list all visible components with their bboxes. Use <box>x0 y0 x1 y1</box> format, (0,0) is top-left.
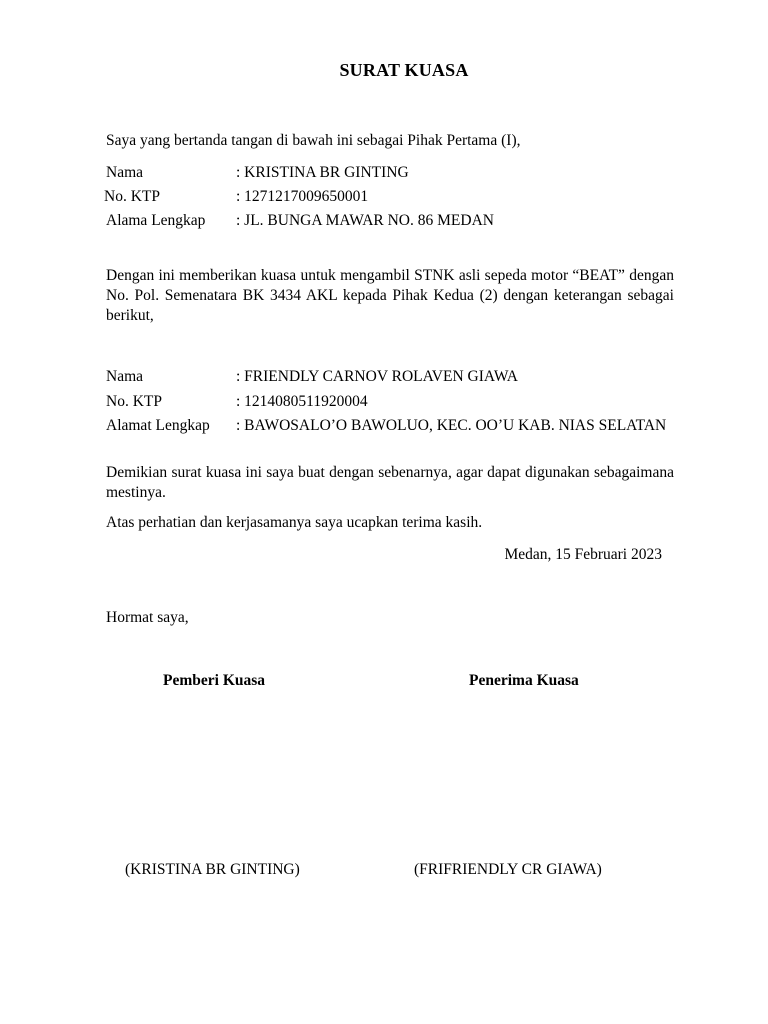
first-party-address-value: : JL. BUNGA MAWAR NO. 86 MEDAN <box>236 212 494 229</box>
closing-paragraph: Demikian surat kuasa ini saya buat dengan sebenarnya, agar dapat digunakan sebagaimana mestinya. <box>106 464 674 501</box>
first-party-ktp-value: : 1271217009650001 <box>236 188 369 205</box>
salutation: Hormat saya, <box>106 609 189 626</box>
first-party-ktp-label: No. KTP <box>104 188 160 205</box>
second-party-name-label: Nama <box>106 368 144 385</box>
second-party-ktp-label: No. KTP <box>106 393 162 410</box>
receiver-heading: Penerima Kuasa <box>469 672 579 689</box>
giver-heading: Pemberi Kuasa <box>163 672 266 689</box>
intro-text: Saya yang bertanda tangan di bawah ini sebagai Pihak Pertama (I), <box>106 132 521 149</box>
receiver-name: (FRIFRIENDLY CR GIAWA) <box>414 861 602 878</box>
first-party-name-label: Nama <box>106 164 144 181</box>
giver-name: (KRISTINA BR GINTING) <box>125 861 300 878</box>
first-party-name-value: : KRISTINA BR GINTING <box>236 164 409 181</box>
second-party-address-label: Alamat Lengkap <box>106 417 210 434</box>
second-party-address-value: : BAWOSALO’O BAWOLUO, KEC. OO’U KAB. NIAS SELATAN <box>236 417 667 434</box>
document-title: SURAT KUASA <box>339 60 469 80</box>
thanks-text: Atas perhatian dan kerjasamanya saya ucapkan terima kasih. <box>106 514 483 531</box>
place-date: Medan, 15 Februari 2023 <box>504 546 662 563</box>
first-party-address-label: Alama Lengkap <box>106 212 206 229</box>
second-party-ktp-value: : 1214080511920004 <box>236 393 368 410</box>
second-party-name-value: : FRIENDLY CARNOV ROLAVEN GIAWA <box>236 368 518 385</box>
authorization-paragraph: Dengan ini memberikan kuasa untuk mengambil STNK asli sepeda motor “BEAT” dengan No. Pol. Semenatara BK 3434 AKL kepada Pihak Kedua (2) dengan keterangan sebagai berikut, <box>106 267 674 324</box>
